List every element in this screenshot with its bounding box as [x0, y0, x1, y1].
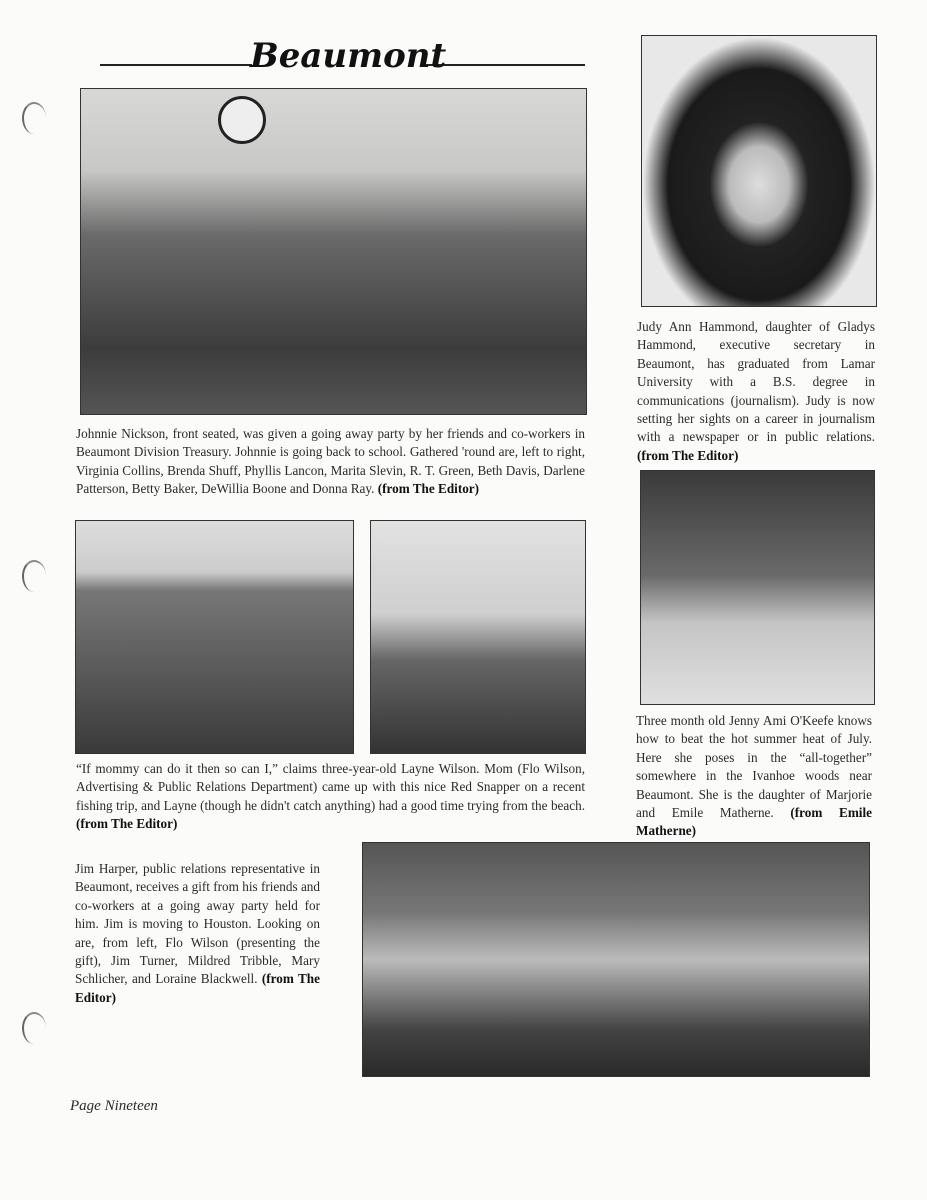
- photo-judy-hammond: [641, 35, 877, 307]
- caption-judy-hammond: Judy Ann Hammond, daughter of Gladys Hammond, executive secretary in Beaumont, has graduated from Lamar University with a B.S. degree in communications (journalism). Judy is now setting her sights on a career in journalism with a newspaper or in public relations. (from The Editor): [637, 319, 875, 463]
- title-rule-right: [425, 64, 585, 66]
- punch-hole: [22, 560, 46, 592]
- photo-baby-jenny: [640, 470, 875, 705]
- photo-layne-fishing: [75, 520, 354, 754]
- caption-treasury-party: Johnnie Nickson, front seated, was given a going away party by her friends and co-workers in Beaumont Division Treasury. Johnnie is going back to school. Gathered 'round are, left to right, Virginia Collins, Brenda Shuff, Phyllis Lancon, Marita Slevin, R. T. Green, Beth Davis, Darlene Patterson, Betty Baker, DeWillia Boone and Donna Ray. (from The Editor): [76, 426, 585, 497]
- clock-icon: [218, 96, 266, 144]
- photo-jim-harper-party: [362, 842, 870, 1077]
- punch-hole: [22, 1012, 46, 1044]
- title-rule-left: [100, 64, 252, 66]
- caption-baby-jenny: Three month old Jenny Ami O'Keefe knows how to beat the hot summer heat of July. Here she poses in the “all-together” somewhere in the Ivanhoe woods near Beaumont. She is the daughter of Marjorie and Emile Matherne. (from Emile Matherne): [636, 713, 872, 839]
- page-number: Page Nineteen: [70, 1098, 158, 1114]
- photo-flo-snapper: [370, 520, 586, 754]
- photo-treasury-party: [80, 88, 587, 415]
- section-title: Beaumont: [250, 36, 447, 76]
- caption-jim-harper: Jim Harper, public relations representative in Beaumont, receives a gift from his friends and co-workers at a going away party held for him. Jim is moving to Houston. Looking on are, from left, Flo Wilson (presenting the gift), Jim Turner, Mildred Tribble, Mary Schlicher, and Loraine Blackwell. (from The Editor): [75, 861, 320, 1005]
- punch-hole: [22, 102, 46, 134]
- caption-fishing: “If mommy can do it then so can I,” claims three-year-old Layne Wilson. Mom (Flo Wilson, Advertising & Public Relations Department) came up with this nice Red Snapper on a recent fishing trip, and Layne (though he didn't catch anything) had a good time trying from the beach. (from The Editor): [76, 761, 585, 832]
